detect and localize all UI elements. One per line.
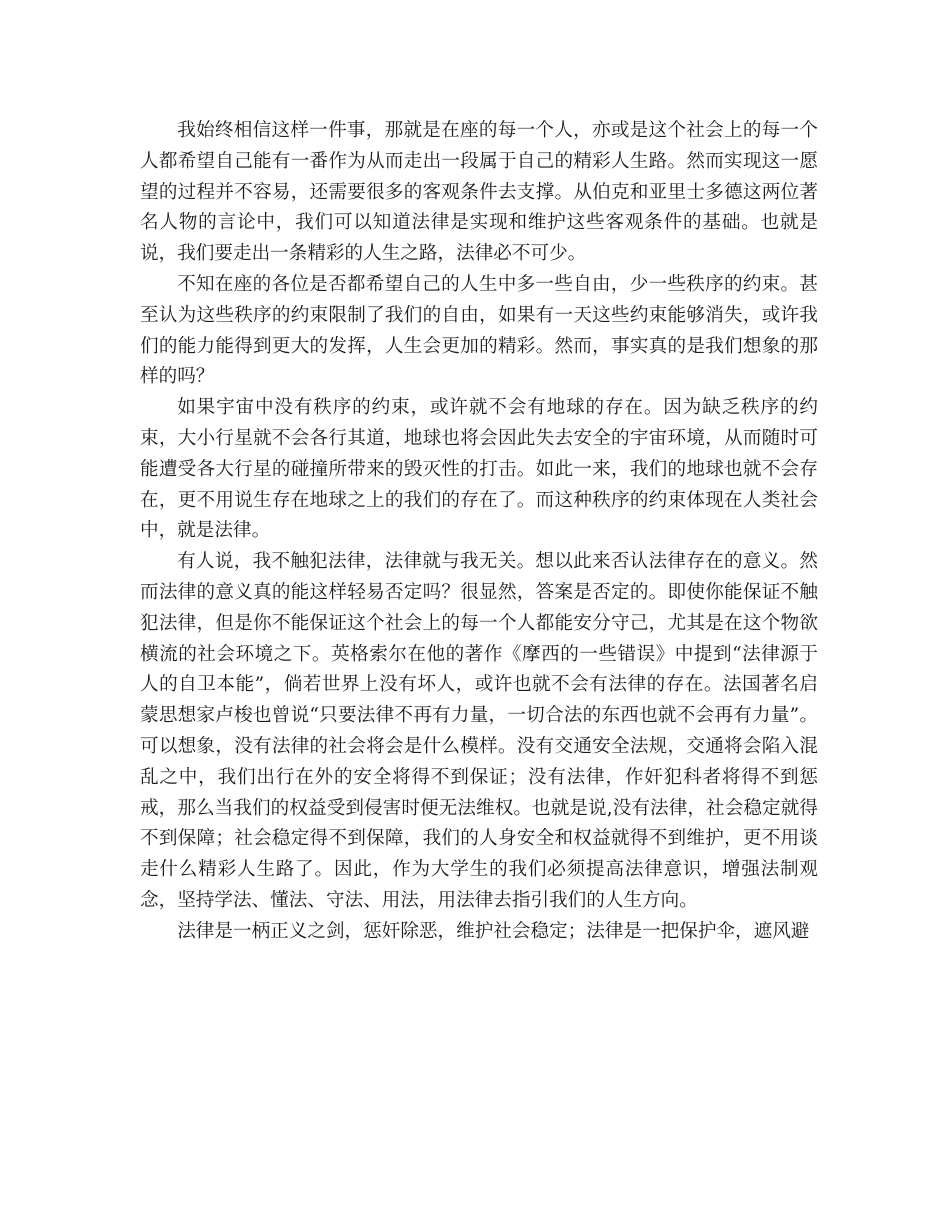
paragraph-1: 我始终相信这样一件事，那就是在座的每一个人，亦或是这个社会上的每一个人都希望自己能有一番作为从而走出一段属于自己的精彩人生路。然而实现这一愿望的过程并不容易，还需要很多的客观条件去支撑。从伯克和亚里士多德这两位著名人物的言论中，我们可以知道法律是实现和维护这些客观条件的基础。也就是说，我们要走出一条精彩的人生之路，法律必不可少。 <box>140 120 818 265</box>
paragraph-2: 不知在座的各位是否都希望自己的人生中多一些自由，少一些秩序的约束。甚至认为这些秩序的约束限制了我们的自由，如果有一天这些约束能够消失，或许我们的能力能得到更大的发挥，人生会更加的精彩。然而，事实真的是我们想象的那样的吗？ <box>140 273 818 388</box>
document-body <box>140 116 818 948</box>
paragraph-4: 有人说，我不触犯法律，法律就与我无关。想以此来否认法律存在的意义。然而法律的意义真的能这样轻易否定吗？很显然，答案是否定的。即使你能保证不触犯法律，但是你不能保证这个社会上的每一个人都能安分守己，尤其是在这个物欲横流的社会环境之下。英格索尔在他的著作《摩西的一些错误》中提到“法律源于人的自卫本能”，倘若世界上没有坏人，或许也就不会有法律的存在。法国著名启蒙思想家卢梭也曾说“只要法律不再有力量，一切合法的东西也就不会再有力量”。可以想象，没有法律的社会将会是什么模样。没有交通安全法规，交通将会陷入混乱之中，我们出行在外的安全将得不到保证；没有法律，作奸犯科者将得不到惩戒，那么当我们的权益受到侵害时便无法维权。也就是说,没有法律，社会稳定就得不到保障；社会稳定得不到保障，我们的人身安全和权益就得不到维护，更不用谈走什么精彩人生路了。因此，作为大学生的我们必须提高法律意识，增强法制观念，坚持学法、懂法、守法、用法，用法律去指引我们的人生方向。 <box>140 551 818 911</box>
paragraph-3: 如果宇宙中没有秩序的约束，或许就不会有地球的存在。因为缺乏秩序的约束，大小行星就不会各行其道，地球也将会因此失去安全的宇宙环境，从而随时可能遭受各大行星的碰撞所带来的毁灭性的打击。如此一来，我们的地球也就不会存在，更不用说生存在地球之上的我们的存在了。而这种秩序的约束体现在人类社会中，就是法律。 <box>140 397 818 542</box>
paragraph-5: 法律是一柄正义之剑，惩奸除恶，维护社会稳定；法律是一把保护伞，遮风避 <box>177 920 810 942</box>
